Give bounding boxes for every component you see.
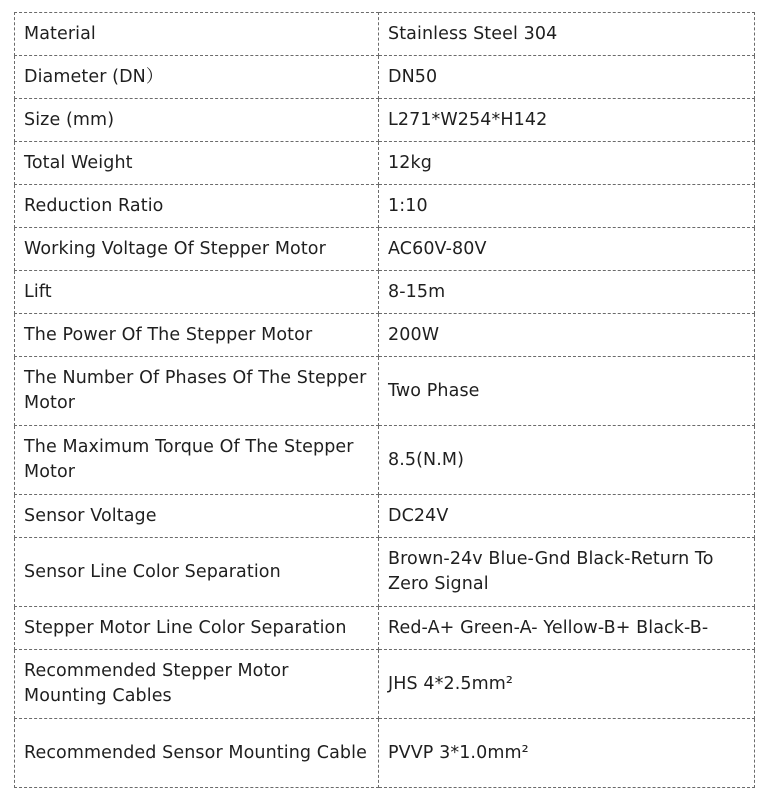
spec-value: L271*W254*H142: [379, 99, 755, 142]
table-row: [15, 719, 755, 788]
spec-label: Lift: [15, 271, 379, 314]
spec-value: PVVP 3*1.0mm²: [379, 719, 755, 788]
spec-label: Total Weight: [15, 142, 379, 185]
table-row: [15, 538, 755, 607]
table-row: [15, 99, 755, 142]
spec-label: Sensor Voltage: [15, 495, 379, 538]
table-row: [15, 607, 755, 650]
table-row: [15, 142, 755, 185]
spec-value: 12kg: [379, 142, 755, 185]
spec-value: DN50: [379, 56, 755, 99]
table-row: [15, 650, 755, 719]
spec-label: Stepper Motor Line Color Separation: [15, 607, 379, 650]
spec-value: AC60V-80V: [379, 228, 755, 271]
spec-label: The Maximum Torque Of The Stepper Motor: [15, 426, 379, 495]
spec-value: 8-15m: [379, 271, 755, 314]
spec-value: 1:10: [379, 185, 755, 228]
spec-label: Recommended Sensor Mounting Cable: [15, 719, 379, 788]
table-row: [15, 495, 755, 538]
table-row: [15, 271, 755, 314]
table-row: [15, 185, 755, 228]
table-row: [15, 228, 755, 271]
spec-value: 8.5(N.M): [379, 426, 755, 495]
spec-label: The Number Of Phases Of The Stepper Motor: [15, 357, 379, 426]
spec-label: The Power Of The Stepper Motor: [15, 314, 379, 357]
spec-label: Reduction Ratio: [15, 185, 379, 228]
spec-table: [14, 12, 755, 788]
spec-label: Diameter (DN）: [15, 56, 379, 99]
spec-value: 200W: [379, 314, 755, 357]
spec-label: Size (mm): [15, 99, 379, 142]
spec-value: DC24V: [379, 495, 755, 538]
spec-label: Sensor Line Color Separation: [15, 538, 379, 607]
table-row: [15, 426, 755, 495]
table-row: [15, 13, 755, 56]
spec-label: Material: [15, 13, 379, 56]
table-row: [15, 357, 755, 426]
spec-label: Working Voltage Of Stepper Motor: [15, 228, 379, 271]
spec-value: Red-A+ Green-A- Yellow-B+ Black-B-: [379, 607, 755, 650]
spec-value: Two Phase: [379, 357, 755, 426]
spec-label: Recommended Stepper Motor Mounting Cables: [15, 650, 379, 719]
spec-value: JHS 4*2.5mm²: [379, 650, 755, 719]
spec-value: Stainless Steel 304: [379, 13, 755, 56]
spec-value: Brown-24v Blue-Gnd Black-Return To Zero Signal: [379, 538, 755, 607]
table-row: [15, 56, 755, 99]
table-row: [15, 314, 755, 357]
